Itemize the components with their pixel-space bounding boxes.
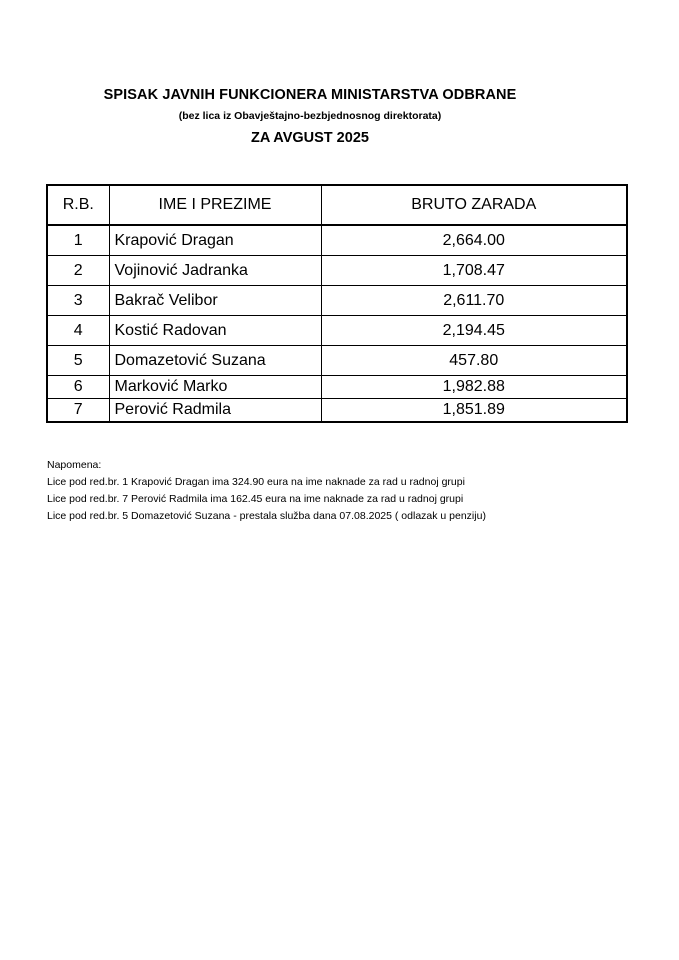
row-bruto: 2,194.45 [321, 316, 627, 346]
document-period: ZA AVGUST 2025 [251, 130, 369, 146]
table-row [47, 399, 627, 423]
table-row [47, 225, 627, 256]
table-row [47, 286, 627, 316]
row-bruto: 2,664.00 [321, 225, 627, 256]
document-subtitle: (bez lica iz Obavještajno-bezbjednosnog direktorata) [178, 110, 442, 122]
row-bruto: 1,851.89 [321, 399, 627, 423]
note-line: Lice pod red.br. 7 Perović Radmila ima 162.45 eura na ime naknade za rad u radnoj grupi [47, 493, 464, 505]
row-name: Kostić Radovan [109, 316, 321, 346]
table-row [47, 376, 627, 399]
notes-section [47, 457, 486, 525]
row-number: 3 [47, 286, 109, 316]
row-bruto: 1,982.88 [321, 376, 627, 399]
row-number: 5 [47, 346, 109, 376]
table-row [47, 256, 627, 286]
row-name: Vojinović Jadranka [109, 256, 321, 286]
table-row [47, 316, 627, 346]
header-name: IME I PREZIME [109, 185, 321, 225]
table-row [47, 346, 627, 376]
row-bruto: 2,611.70 [321, 286, 627, 316]
row-name: Perović Radmila [109, 399, 321, 423]
row-number: 4 [47, 316, 109, 346]
row-number: 2 [47, 256, 109, 286]
row-name: Bakrač Velibor [109, 286, 321, 316]
table-header-row [47, 185, 627, 225]
row-name: Krapović Dragan [109, 225, 321, 256]
notes-heading: Napomena: [47, 459, 102, 471]
row-bruto: 1,708.47 [321, 256, 627, 286]
row-name: Marković Marko [109, 376, 321, 399]
row-number: 6 [47, 376, 109, 399]
row-bruto: 457.80 [321, 346, 627, 376]
document-title: SPISAK JAVNIH FUNKCIONERA MINISTARSTVA ODBRANE [103, 87, 517, 103]
header-bruto: BRUTO ZARADA [321, 185, 627, 225]
salary-table [46, 184, 628, 423]
note-line: Lice pod red.br. 1 Krapović Dragan ima 324.90 eura na ime naknade za rad u radnoj grupi [47, 476, 465, 488]
row-number: 7 [47, 399, 109, 423]
note-line: Lice pod red.br. 5 Domazetović Suzana - prestala služba dana 07.08.2025 ( odlazak u penziju) [47, 510, 486, 522]
header-rb: R.B. [47, 185, 109, 225]
row-name: Domazetović Suzana [109, 346, 321, 376]
row-number: 1 [47, 225, 109, 256]
